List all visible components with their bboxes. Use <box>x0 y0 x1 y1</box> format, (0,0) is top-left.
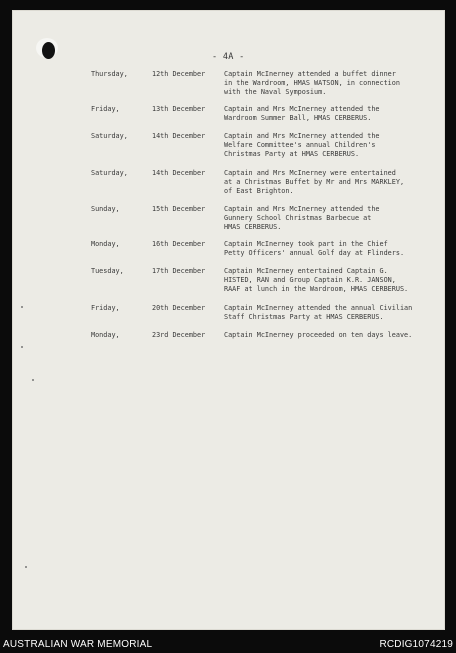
entry-text-line: Captain and Mrs McInerney attended the <box>224 205 380 213</box>
entry-date: 13th December <box>152 105 206 113</box>
entry-date: 17th December <box>152 267 206 275</box>
entry-date: 14th December <box>152 169 206 177</box>
archive-name: AUSTRALIAN WAR MEMORIAL <box>3 639 153 650</box>
entry-text-line: Captain McInerney proceeded on ten days leave. <box>224 331 413 339</box>
entry-day: Friday, <box>91 304 120 312</box>
entry-date: 20th December <box>152 304 206 312</box>
entry-text-line: Captain McInerney attended a buffet dinner <box>224 70 396 78</box>
entry-text-line: Gunnery School Christmas Barbecue at <box>224 214 372 222</box>
entry-date: 14th December <box>152 132 206 140</box>
entry-text <box>224 169 436 196</box>
margin-speck <box>21 346 23 348</box>
entry-day: Saturday, <box>91 132 128 140</box>
page-number: - 4A - <box>212 52 245 62</box>
archive-footer <box>0 637 456 653</box>
entry-text <box>224 267 436 294</box>
margin-speck <box>25 566 27 568</box>
entry-text-line: Wardroom Summer Ball, HMAS CERBERUS. <box>224 114 372 122</box>
entry-day: Thursday, <box>91 70 128 78</box>
entry-day: Sunday, <box>91 205 120 213</box>
entry-text-line: Captain McInerney took part in the Chief <box>224 240 388 248</box>
entry-text-line: HMAS CERBERUS. <box>224 223 282 231</box>
punch-hole-icon <box>42 42 55 59</box>
entry-text-line: Captain McInerney attended the annual Civilian <box>224 304 413 312</box>
document-page <box>12 10 445 630</box>
entry-text <box>224 331 436 340</box>
entry-text-line: with the Naval Symposium. <box>224 88 327 96</box>
entry-day: Monday, <box>91 240 120 248</box>
entry-day: Monday, <box>91 331 120 339</box>
archive-reference: RCDIG1074219 <box>379 639 453 650</box>
entry-text <box>224 132 436 159</box>
entry-date: 23rd December <box>152 331 206 339</box>
entry-text-line: Christmas Party at HMAS CERBERUS. <box>224 150 360 158</box>
entry-text-line: Welfare Committee's annual Children's <box>224 141 376 149</box>
entry-text-line: Captain and Mrs McInerney attended the <box>224 105 380 113</box>
entry-text-line: of East Brighton. <box>224 187 294 195</box>
entry-day: Friday, <box>91 105 120 113</box>
entry-text-line: Petty Officers' annual Golf day at Flinders. <box>224 249 405 257</box>
entry-date: 15th December <box>152 205 206 213</box>
entry-text-line: Captain McInerney entertained Captain G. <box>224 267 388 275</box>
margin-speck <box>32 379 34 381</box>
entry-text-line: Captain and Mrs McInerney attended the <box>224 132 380 140</box>
entry-text <box>224 70 436 97</box>
entry-text-line: Captain and Mrs McInerney were entertained <box>224 169 396 177</box>
entry-text-line: at a Christmas Buffet by Mr and Mrs MARKLEY, <box>224 178 405 186</box>
margin-speck <box>21 306 23 308</box>
entry-date: 16th December <box>152 240 206 248</box>
entry-text-line: in the Wardroom, HMAS WATSON, in connection <box>224 79 400 87</box>
entry-day: Saturday, <box>91 169 128 177</box>
entry-date: 12th December <box>152 70 206 78</box>
entry-text-line: RAAF at lunch in the Wardroom, HMAS CERBERUS. <box>224 285 409 293</box>
entry-day: Tuesday, <box>91 267 124 275</box>
entry-text-line: HISTED, RAN and Group Captain K.R. JANSON, <box>224 276 396 284</box>
entry-text-line: Staff Christmas Party at HMAS CERBERUS. <box>224 313 384 321</box>
entry-text <box>224 304 436 322</box>
entry-text <box>224 205 436 232</box>
entry-text <box>224 105 436 123</box>
entry-text <box>224 240 436 258</box>
